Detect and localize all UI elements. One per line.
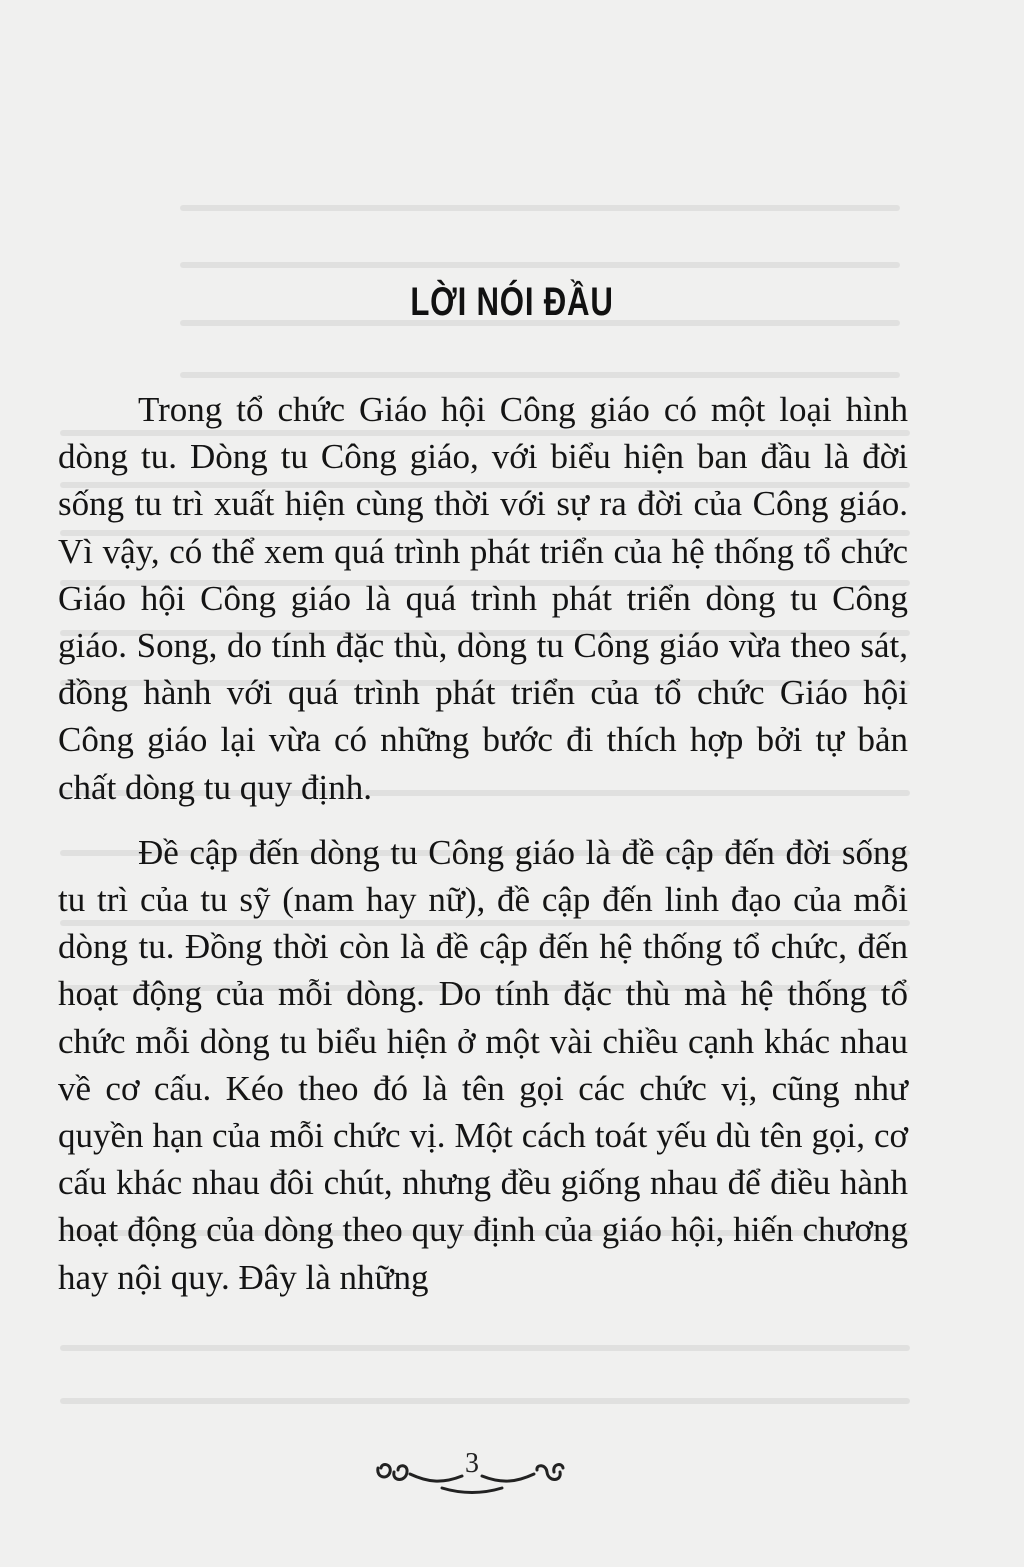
page-heading: LỜI NÓI ĐẦU <box>410 280 614 324</box>
body-text <box>58 386 908 1301</box>
page-footer <box>372 1448 572 1498</box>
page-number: 3 <box>465 1448 479 1479</box>
paragraph-2: Đề cập đến dòng tu Công giáo là đề cập đến đời sống tu trì của tu sỹ (nam hay nữ), đề cập đến linh đạo của mỗi dòng tu. Đồng thời còn là đề cập đến hệ thống tổ chức, đến hoạt động của mỗi dòng. Do tính đặc thù mà hệ thống tổ chức mỗi dòng tu biểu hiện ở một vài chiều cạnh khác nhau về cơ cấu. Kéo theo đó là tên gọi các chức vị, cũng như quyền hạn của mỗi chức vị. Một cách toát yếu dù tên gọi, cơ cấu khác nhau đôi chút, nhưng đều giống nhau để điều hành hoạt động của dòng theo quy định của giáo hội, hiến chương hay nội quy. Đây là những <box>58 832 908 1297</box>
paragraph-1: Trong tổ chức Giáo hội Công giáo có một loại hình dòng tu. Dòng tu Công giáo, với biểu hiện ban đầu là đời sống tu trì xuất hiện cùng thời với sự ra đời của Công giáo. Vì vậy, có thể xem quá trình phát triển của hệ thống tổ chức Giáo hội Công giáo là quá trình phát triển dòng tu Công giáo. Song, do tính đặc thù, dòng tu Công giáo vừa theo sát, đồng hành với quá trình phát triển của tổ chức Giáo hội Công giáo lại vừa có những bước đi thích hợp bởi tự bản chất dòng tu quy định. <box>58 390 908 807</box>
